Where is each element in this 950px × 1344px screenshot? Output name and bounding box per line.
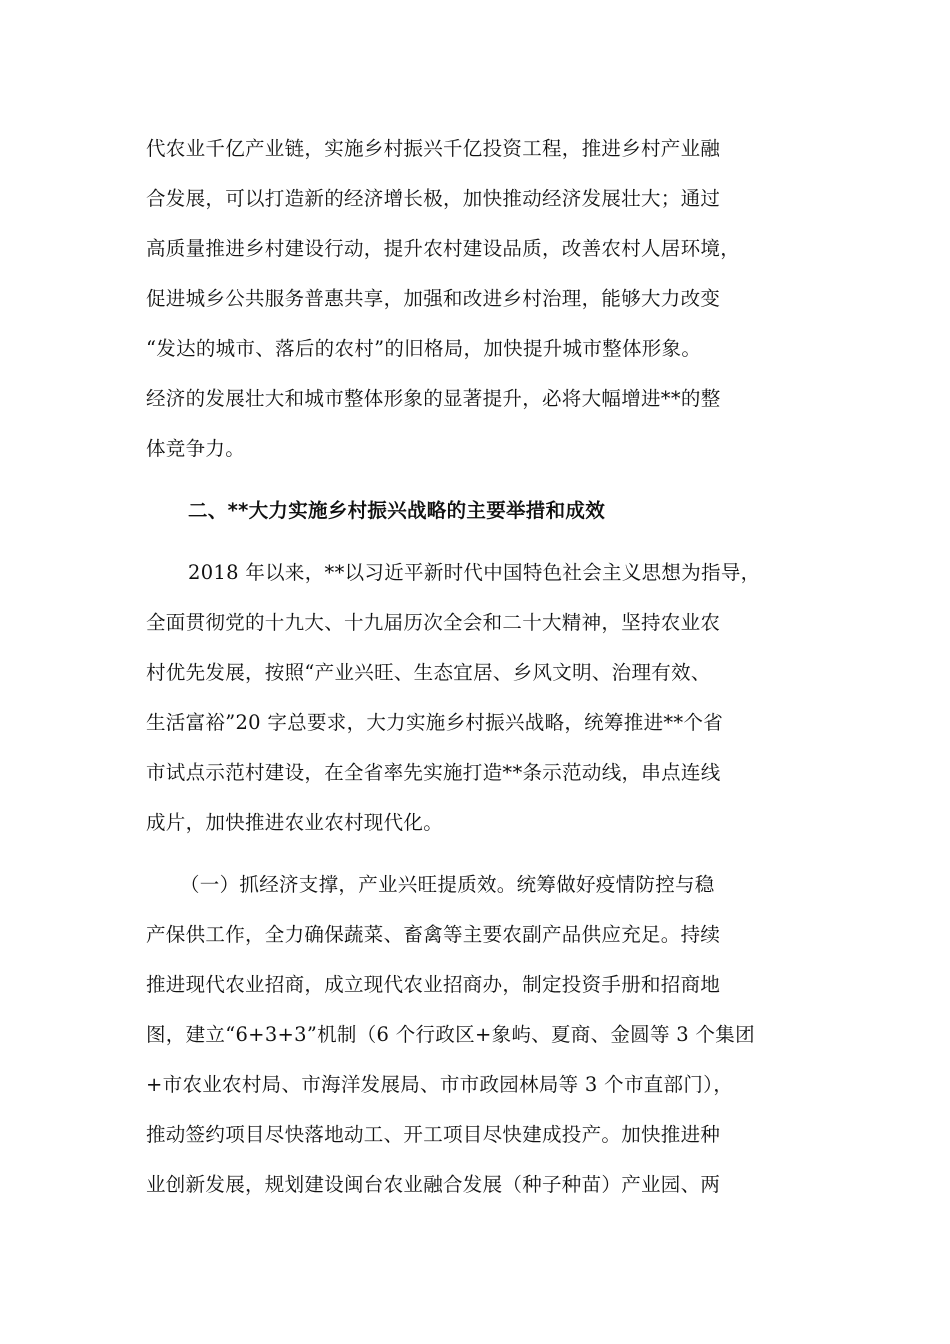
paragraph-line: 2018 年以来，**以习近平新时代中国特色社会主义思想为指导， <box>188 561 761 584</box>
paragraph-line: 图，建立“6+3+3”机制（6 个行政区+象屿、夏商、金圆等 3 个集团 <box>146 1023 755 1046</box>
paragraph-line: 生活富裕”20 字总要求，大力实施乡村振兴战略，统筹推进**个省 <box>146 711 724 734</box>
paragraph-line: 产保供工作，全力确保蔬菜、畜禽等主要农副产品供应充足。持续 <box>146 923 721 946</box>
section-heading: 二、**大力实施乡村振兴战略的主要举措和成效 <box>188 499 605 522</box>
paragraph-line: 市试点示范村建设，在全省率先实施打造**条示范动线，串点连线 <box>146 761 721 784</box>
paragraph-line: 推进现代农业招商，成立现代农业招商办，制定投资手册和招商地 <box>146 973 721 996</box>
paragraph-line: 全面贯彻党的十九大、十九届历次全会和二十大精神，坚持农业农 <box>146 611 721 634</box>
paragraph-line: 村优先发展，按照“产业兴旺、生态宜居、乡风文明、治理有效、 <box>146 661 711 684</box>
paragraph-line: 成片，加快推进农业农村现代化。 <box>146 811 444 834</box>
paragraph-line: 业创新发展，规划建设闽台农业融合发展（种子种苗）产业园、两 <box>146 1173 721 1196</box>
paragraph-line: “发达的城市、落后的农村”的旧格局，加快提升城市整体形象。 <box>146 337 702 360</box>
paragraph-line: 代农业千亿产业链，实施乡村振兴千亿投资工程，推进乡村产业融 <box>146 137 721 160</box>
paragraph-line: （一）抓经济支撑，产业兴旺提质效。统筹做好疫情防控与稳 <box>180 873 715 896</box>
paragraph-line: +市农业农村局、市海洋发展局、市市政园林局等 3 个市直部门）， <box>146 1073 733 1096</box>
paragraph-line: 经济的发展壮大和城市整体形象的显著提升，必将大幅增进**的整 <box>146 387 721 410</box>
paragraph-line: 体竞争力。 <box>146 437 246 460</box>
paragraph-line: 合发展，可以打造新的经济增长极，加快推动经济发展壮大；通过 <box>146 187 721 210</box>
paragraph-line: 促进城乡公共服务普惠共享，加强和改进乡村治理，能够大力改变 <box>146 287 721 310</box>
paragraph-line: 高质量推进乡村建设行动，提升农村建设品质，改善农村人居环境， <box>146 237 741 260</box>
paragraph-line: 推动签约项目尽快落地动工、开工项目尽快建成投产。加快推进种 <box>146 1123 721 1146</box>
